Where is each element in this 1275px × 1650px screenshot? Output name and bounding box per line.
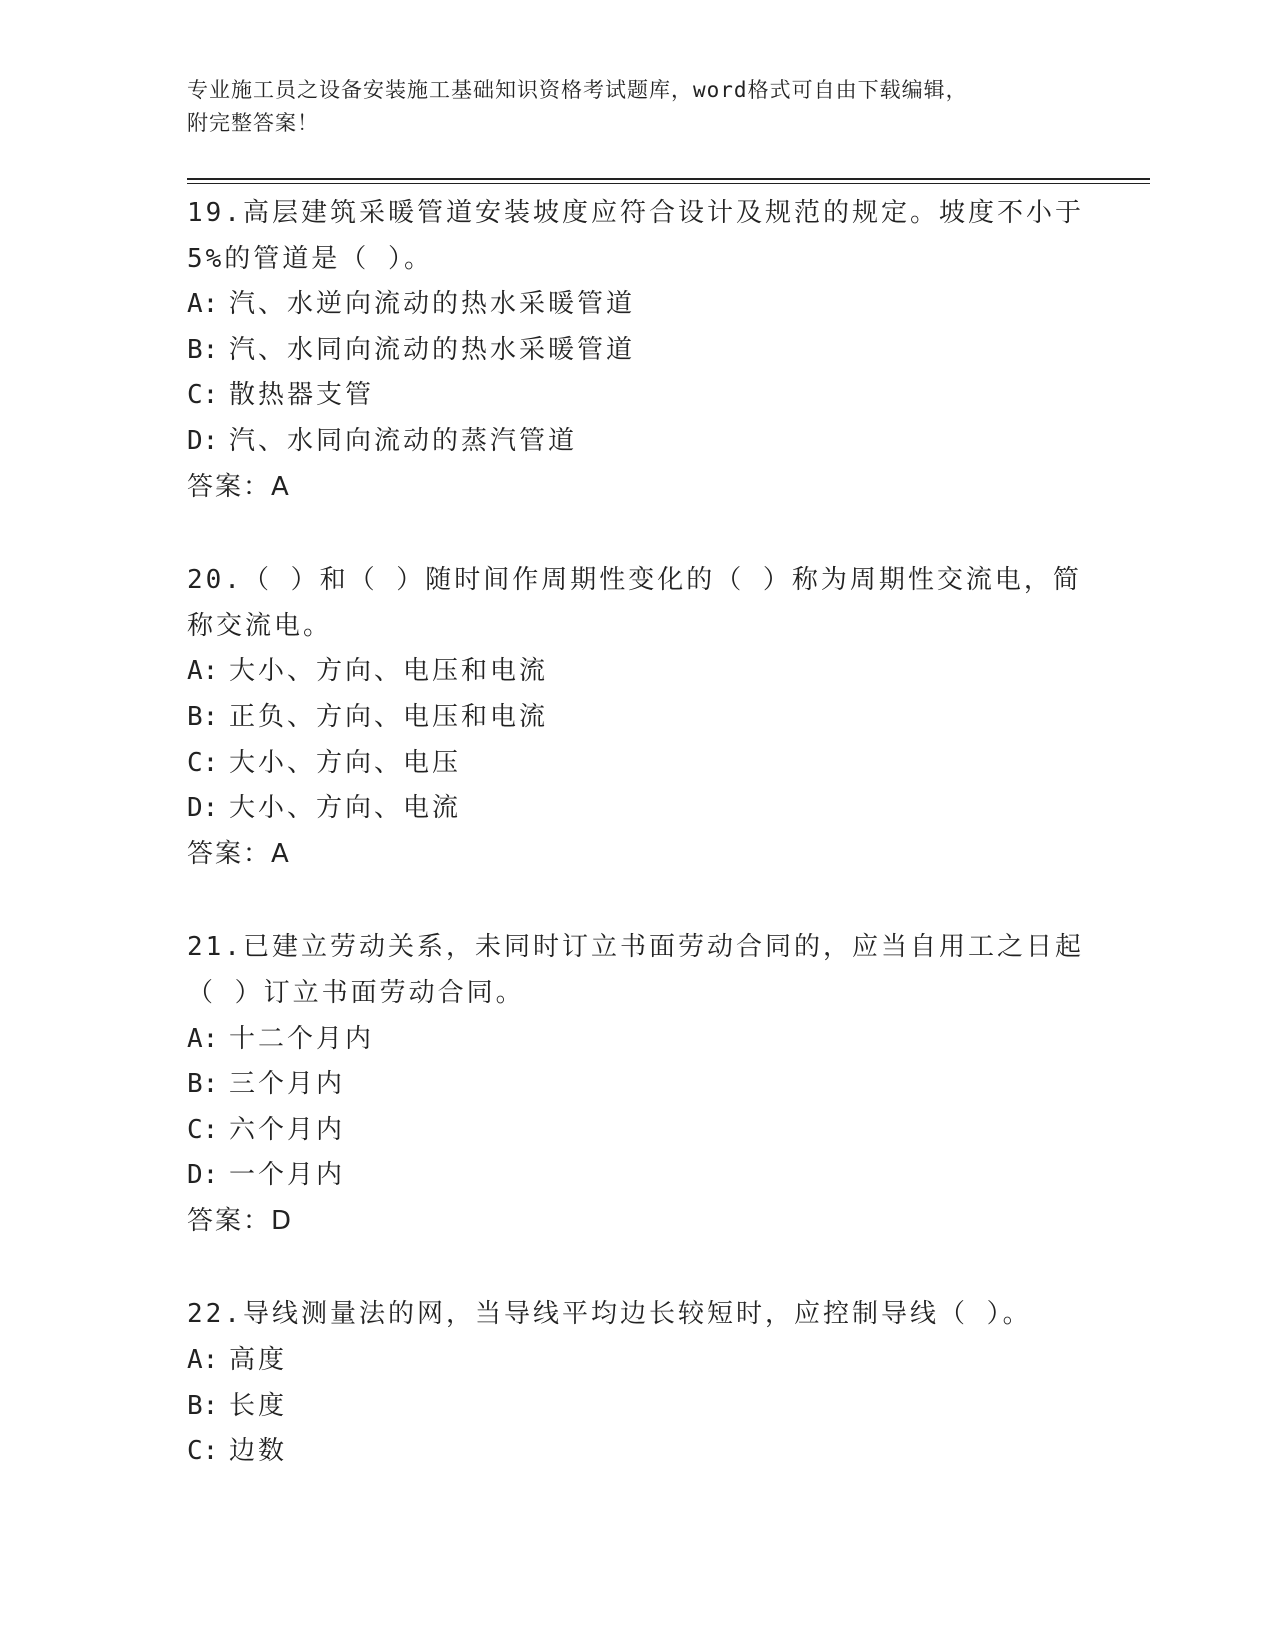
question-text: 22.导线测量法的网，当导线平均边长较短时，应控制导线（ ）。	[187, 1299, 1032, 1330]
option-letter: D:	[187, 1160, 219, 1191]
option-c	[187, 1429, 1127, 1475]
option-a	[187, 649, 1127, 695]
option-text: 大小、方向、电压和电流	[229, 656, 549, 687]
option-letter: C:	[187, 380, 219, 411]
option-a	[187, 1338, 1127, 1384]
option-letter: C:	[187, 1436, 219, 1467]
option-letter: B:	[187, 334, 219, 365]
question-22	[187, 1292, 1127, 1474]
header-divider-thin	[187, 183, 1150, 184]
option-text: 十二个月内	[229, 1023, 375, 1054]
option-text: 大小、方向、电压	[229, 747, 462, 778]
option-b	[187, 695, 1127, 741]
option-c	[187, 1108, 1127, 1154]
header-line-2: 附完整答案！	[187, 111, 319, 135]
option-d	[187, 1153, 1127, 1199]
question-text: 称交流电。	[187, 610, 333, 641]
option-letter: C:	[187, 1114, 219, 1145]
option-b	[187, 1384, 1127, 1430]
option-text: 六个月内	[229, 1114, 346, 1145]
header-line-1: 专业施工员之设备安装施工基础知识资格考试题库，word格式可自由下载编辑，	[187, 78, 968, 102]
option-text: 大小、方向、电流	[229, 793, 462, 824]
option-b	[187, 328, 1127, 374]
option-letter: A:	[187, 289, 219, 320]
option-text: 一个月内	[229, 1160, 346, 1191]
answer: 答案：D	[187, 1205, 294, 1236]
option-b	[187, 1062, 1127, 1108]
option-text: 长度	[229, 1390, 288, 1421]
option-text: 汽、水逆向流动的热水采暖管道	[229, 289, 636, 320]
option-letter: C:	[187, 747, 219, 778]
option-text: 高度	[229, 1345, 288, 1376]
question-text: 21.已建立劳动关系，未同时订立书面劳动合同的，应当自用工之日起	[187, 932, 1084, 963]
question-20	[187, 558, 1127, 877]
option-letter: B:	[187, 701, 219, 732]
question-text: 20.（ ）和（ ）随时间作周期性变化的（ ）称为周期性交流电，简	[187, 565, 1082, 596]
option-a	[187, 1017, 1127, 1063]
option-letter: A:	[187, 1023, 219, 1054]
question-text: （ ）订立书面劳动合同。	[187, 977, 525, 1008]
option-letter: B:	[187, 1390, 219, 1421]
option-letter: D:	[187, 793, 219, 824]
option-letter: D:	[187, 425, 219, 456]
option-text: 散热器支管	[229, 380, 375, 411]
option-text: 汽、水同向流动的热水采暖管道	[229, 334, 636, 365]
question-21	[187, 925, 1127, 1244]
question-text: 19.高层建筑采暖管道安装坡度应符合设计及规范的规定。坡度不小于	[187, 198, 1084, 228]
answer: 答案：A	[187, 471, 291, 502]
option-text: 汽、水同向流动的蒸汽管道	[229, 425, 578, 456]
option-c	[187, 373, 1127, 419]
option-d	[187, 786, 1127, 832]
option-c	[187, 741, 1127, 787]
option-text: 三个月内	[229, 1069, 346, 1100]
option-letter: A:	[187, 1345, 219, 1376]
option-letter: B:	[187, 1069, 219, 1100]
question-list	[187, 191, 1127, 1523]
option-letter: A:	[187, 656, 219, 687]
option-text: 边数	[229, 1436, 288, 1467]
option-text: 正负、方向、电压和电流	[229, 701, 549, 732]
question-text: 5%的管道是（ ）。	[187, 243, 433, 274]
question-19	[187, 191, 1127, 510]
header-divider-thick	[187, 178, 1150, 180]
document-header	[187, 74, 1087, 140]
option-d	[187, 419, 1127, 465]
answer: 答案：A	[187, 838, 291, 869]
option-a	[187, 282, 1127, 328]
